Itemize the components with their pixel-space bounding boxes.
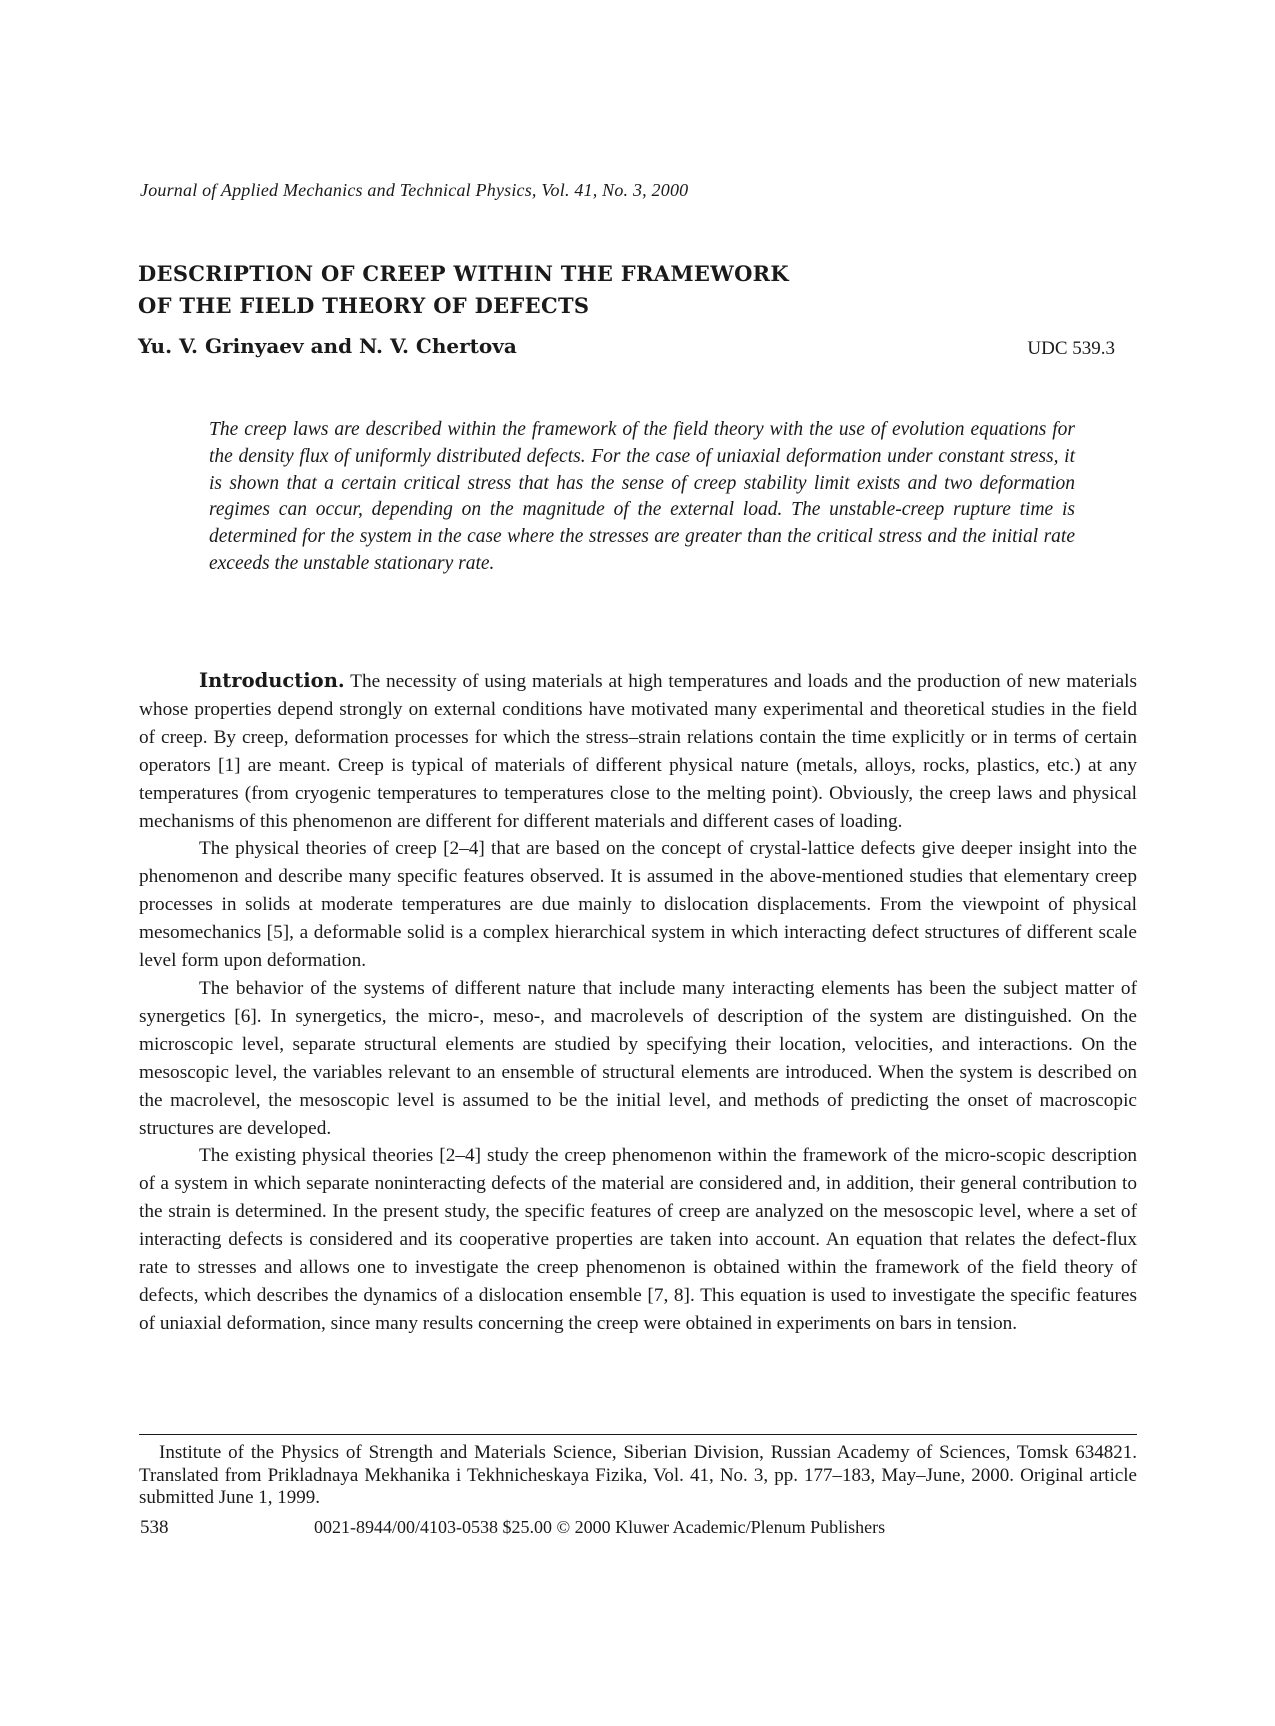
article-body — [139, 667, 1137, 1338]
footnote-divider — [139, 1434, 1137, 1435]
body-paragraph-1-text: The necessity of using materials at high temperatures and loads and the production of new materials whose properties depend strongly on external conditions have motivated many experimental and theoretical studies in the field of creep. By creep, deformation processes for which the stress–strain relations contain the time explicitly or in terms of certain operators [1] are meant. Creep is typical of materials of different physical nature (metals, alloys, rocks, plastics, etc.) at any temperatures (from cryogenic temperatures to temperatures close to the melting point). Obviously, the creep laws and physical mechanisms of this phenomenon are different for different materials and different cases of loading. — [139, 671, 1137, 832]
article-title-line-2: OF THE FIELD THEORY OF DEFECTS — [138, 293, 590, 318]
body-paragraph-2: The physical theories of creep [2–4] that are based on the concept of crystal-lattice defects give deeper insight into the phenomenon and describe many specific features observed. It is assumed in the above-mentioned studies that elementary creep processes in solids at moderate temperatures are due mainly to dislocation displacements. From the viewpoint of physical mesomechanics [5], a deformable solid is a complex hierarchical system in which interacting defect structures of different scale level form upon deformation. — [139, 838, 1137, 972]
section-heading-introduction: Introduction. — [199, 669, 345, 692]
copyright-line: 0021-8944/00/4103-0538 $25.00 © 2000 Kluwer Academic/Plenum Publishers — [314, 1517, 886, 1537]
article-title — [138, 258, 789, 322]
article-authors: Yu. V. Grinyaev and N. V. Chertova — [138, 334, 517, 358]
article-title-line-1: DESCRIPTION OF CREEP WITHIN THE FRAMEWORK — [138, 261, 789, 286]
body-paragraph-3: The behavior of the systems of different nature that include many interacting elements has been the subject matter of synergetics [6]. In synergetics, the micro-, meso-, and macrolevels of description of the system are distinguished. On the microscopic level, separate structural elements are studied by specifying their location, velocities, and interactions. On the mesoscopic level, the variables relevant to an ensemble of structural elements are introduced. When the system is described on the macrolevel, the mesoscopic level is assumed to be the initial level, and methods of predicting the onset of macroscopic structures are developed. — [139, 977, 1137, 1139]
body-paragraph-1 — [139, 667, 1137, 835]
journal-citation: Journal of Applied Mechanics and Technical Physics, Vol. 41, No. 3, 2000 — [140, 180, 689, 200]
footnote — [139, 1442, 1137, 1510]
body-paragraph-4: The existing physical theories [2–4] study the creep phenomenon within the framework of the micro-scopic description of a system in which separate noninteracting defects of the material are considered and, in addition, their general contribution to the strain is determined. In the present study, the specific features of creep are analyzed on the mesoscopic level, where a set of interacting defects is considered and its cooperative properties are taken into account. An equation that relates the defect-flux rate to stresses and allows one to investigate the creep phenomenon is obtained within the framework of the field theory of defects, which describes the dynamics of a dislocation ensemble [7, 8]. This equation is used to investigate the specific features of uniaxial deformation, since many results concerning the creep were obtained in experiments on bars in tension. — [139, 1145, 1137, 1334]
affiliation-note: Institute of the Physics of Strength and Materials Science, Siberian Division, Russian Academy of Sciences, Tomsk 634821. Translated from Prikladnaya Mekhanika i Tekhnicheskaya Fizika, Vol. 41, No. 3, pp. 177–183, May–June, 2000. Original article submitted June 1, 1999. — [139, 1442, 1137, 1508]
article-abstract: The creep laws are described within the framework of the field theory with the use of evolution equations for the density flux of uniformly distributed defects. For the case of uniaxial deformation under constant stress, it is shown that a certain critical stress that has the sense of creep stability limit exists and two deformation regimes can occur, depending on the magnitude of the external load. The unstable-creep rupture time is determined for the system in the case where the stresses are greater than the critical stress and the initial rate exceeds the unstable stationary rate. — [209, 419, 1075, 574]
page-number: 538 — [140, 1517, 169, 1538]
udc-code: UDC 539.3 — [1027, 338, 1115, 359]
